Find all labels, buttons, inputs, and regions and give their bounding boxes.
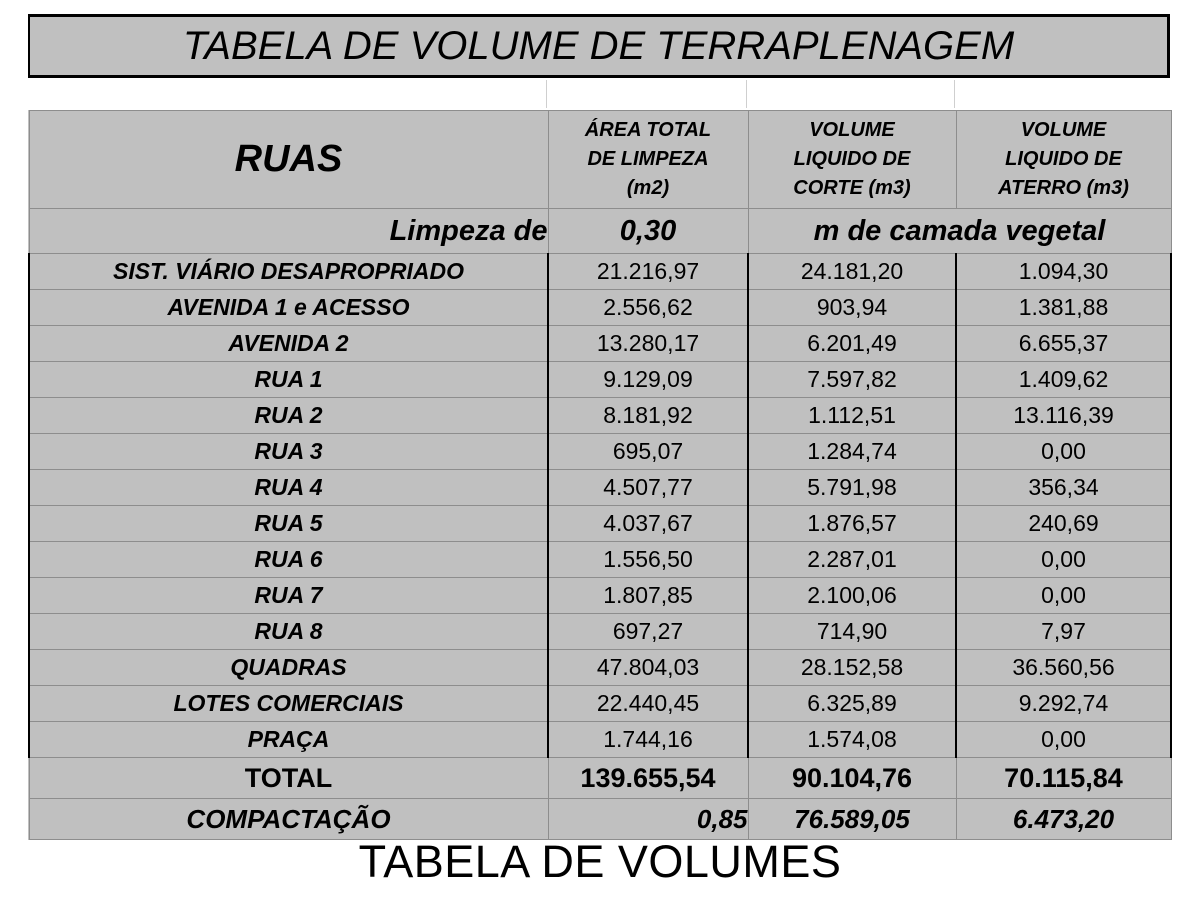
row-corte-value: 903,94 (748, 290, 956, 326)
table-row (29, 398, 1171, 434)
spacer-row (28, 80, 1170, 108)
row-aterro-value: 0,00 (956, 434, 1171, 470)
row-area-value: 22.440,45 (548, 686, 748, 722)
row-corte-value: 6.201,49 (748, 326, 956, 362)
gridline-col3 (954, 80, 955, 108)
row-label: QUADRAS (29, 650, 548, 686)
row-area-value: 47.804,03 (548, 650, 748, 686)
column-header-area-total-limpeza (548, 111, 748, 209)
row-aterro-value: 0,00 (956, 722, 1171, 758)
cleaning-depth-value: 0,30 (548, 209, 748, 254)
row-area-value: 1.556,50 (548, 542, 748, 578)
row-aterro-value: 0,00 (956, 542, 1171, 578)
row-area-value: 697,27 (548, 614, 748, 650)
row-area-value: 695,07 (548, 434, 748, 470)
row-corte-value: 6.325,89 (748, 686, 956, 722)
table-row (29, 434, 1171, 470)
row-corte-value: 1.574,08 (748, 722, 956, 758)
table-row (29, 650, 1171, 686)
row-area-value: 4.037,67 (548, 506, 748, 542)
row-aterro-value: 240,69 (956, 506, 1171, 542)
gridline-col2 (746, 80, 747, 108)
table-row (29, 686, 1171, 722)
column-header-aterro-line2: LIQUIDO DE (1005, 148, 1122, 170)
page-title: TABELA DE VOLUME DE TERRAPLENAGEM (182, 23, 1015, 68)
row-aterro-value: 6.655,37 (956, 326, 1171, 362)
table-row (29, 362, 1171, 398)
table-row (29, 722, 1171, 758)
row-aterro-value: 9.292,74 (956, 686, 1171, 722)
column-header-corte-line1: VOLUME (809, 119, 895, 141)
row-label: SIST. VIÁRIO DESAPROPRIADO (29, 254, 548, 290)
column-header-aterro-line3: ATERRO (m3) (998, 177, 1129, 199)
table-row (29, 614, 1171, 650)
table-row (29, 470, 1171, 506)
cleaning-depth-unit: m de camada vegetal (748, 209, 1171, 254)
column-header-ruas: RUAS (29, 111, 548, 209)
row-aterro-value: 7,97 (956, 614, 1171, 650)
row-corte-value: 5.791,98 (748, 470, 956, 506)
row-label: AVENIDA 2 (29, 326, 548, 362)
table-row (29, 506, 1171, 542)
total-area: 139.655,54 (548, 758, 748, 799)
row-area-value: 13.280,17 (548, 326, 748, 362)
compaction-factor: 0,85 (548, 799, 748, 840)
row-label: RUA 1 (29, 362, 548, 398)
row-area-value: 21.216,97 (548, 254, 748, 290)
compaction-corte: 76.589,05 (748, 799, 956, 840)
column-header-area-line1: ÁREA TOTAL (584, 119, 712, 141)
total-corte: 90.104,76 (748, 758, 956, 799)
table-row (29, 290, 1171, 326)
row-aterro-value: 1.381,88 (956, 290, 1171, 326)
table-title-row (28, 14, 1170, 78)
table-row (29, 254, 1171, 290)
table-row (29, 578, 1171, 614)
row-corte-value: 7.597,82 (748, 362, 956, 398)
volume-table (28, 110, 1172, 840)
row-label: RUA 8 (29, 614, 548, 650)
row-label: RUA 5 (29, 506, 548, 542)
column-header-area-line2: DE LIMPEZA (587, 148, 709, 170)
compaction-label: COMPACTAÇÃO (29, 799, 548, 840)
table-row (29, 542, 1171, 578)
row-label: RUA 7 (29, 578, 548, 614)
cleaning-depth-row (29, 209, 1171, 254)
total-label: TOTAL (29, 758, 548, 799)
row-label: RUA 4 (29, 470, 548, 506)
row-corte-value: 2.287,01 (748, 542, 956, 578)
column-header-volume-liquido-aterro (956, 111, 1171, 209)
row-area-value: 4.507,77 (548, 470, 748, 506)
figure-caption: TABELA DE VOLUMES (358, 836, 842, 887)
row-label: AVENIDA 1 e ACESSO (29, 290, 548, 326)
row-area-value: 1.744,16 (548, 722, 748, 758)
column-header-corte-line2: LIQUIDO DE (793, 148, 911, 170)
row-label: LOTES COMERCIAIS (29, 686, 548, 722)
row-aterro-value: 1.409,62 (956, 362, 1171, 398)
row-corte-value: 2.100,06 (748, 578, 956, 614)
cleaning-depth-label: Limpeza de (29, 209, 548, 254)
total-row (29, 758, 1171, 799)
row-label: RUA 6 (29, 542, 548, 578)
column-header-volume-liquido-corte (748, 111, 956, 209)
row-aterro-value: 36.560,56 (956, 650, 1171, 686)
row-aterro-value: 13.116,39 (956, 398, 1171, 434)
row-label: PRAÇA (29, 722, 548, 758)
column-header-area-line3: (m2) (626, 177, 670, 199)
row-corte-value: 24.181,20 (748, 254, 956, 290)
row-aterro-value: 0,00 (956, 578, 1171, 614)
row-area-value: 9.129,09 (548, 362, 748, 398)
gridline-col1 (546, 80, 547, 108)
row-area-value: 2.556,62 (548, 290, 748, 326)
compaction-row (29, 799, 1171, 840)
column-header-aterro-line1: VOLUME (1020, 119, 1107, 141)
row-label: RUA 2 (29, 398, 548, 434)
row-corte-value: 714,90 (748, 614, 956, 650)
row-label: RUA 3 (29, 434, 548, 470)
row-corte-value: 1.112,51 (748, 398, 956, 434)
column-header-corte-line3: CORTE (m3) (793, 177, 911, 199)
row-area-value: 8.181,92 (548, 398, 748, 434)
table-header-row (29, 111, 1171, 209)
table-row (29, 326, 1171, 362)
row-corte-value: 28.152,58 (748, 650, 956, 686)
total-aterro: 70.115,84 (956, 758, 1171, 799)
compaction-aterro: 6.473,20 (956, 799, 1171, 840)
row-aterro-value: 1.094,30 (956, 254, 1171, 290)
table-body (29, 254, 1171, 758)
row-area-value: 1.807,85 (548, 578, 748, 614)
row-corte-value: 1.284,74 (748, 434, 956, 470)
row-corte-value: 1.876,57 (748, 506, 956, 542)
row-aterro-value: 356,34 (956, 470, 1171, 506)
